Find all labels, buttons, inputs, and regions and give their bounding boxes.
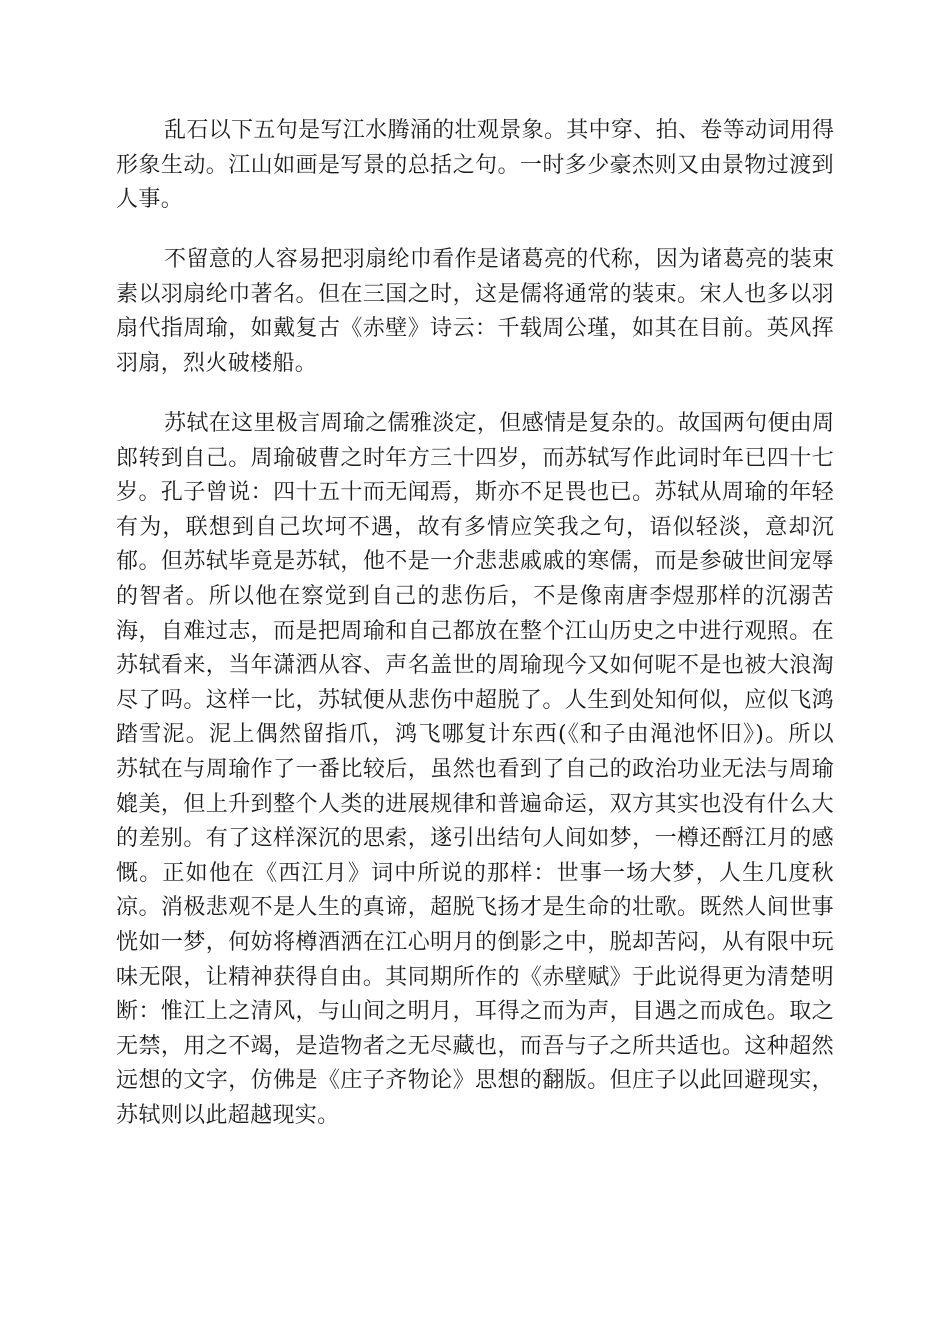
paragraph-line: 的智者。所以他在察觉到自己的悲伤后，不是像南唐李煜那样的沉溺苦 [116,583,834,609]
paragraph-line: 苏轼在这里极言周瑜之儒雅淡定，但感情是复杂的。故国两句便由周 [164,411,835,436]
paragraph-line: 扇代指周瑜，如戴复古《赤壁》诗云：千载周公瑾，如其在目前。英风挥 [116,316,834,341]
paragraph-line: 素以羽扇纶巾著名。但在三国之时，这是儒将通常的装束。宋人也多以羽 [116,281,834,307]
paragraph-line: 恍如一梦，何妨将樽酒洒在江心明月的倒影之中，脱却苦闷，从有限中玩 [116,929,834,955]
paragraph-line: 断：惟江上之清风，与山间之明月，耳得之而为声，目遇之而成色。取之 [116,999,834,1025]
paragraph-line: 尽了吗。这样一比，苏轼便从悲伤中超脱了。人生到处知何似，应似飞鸿 [116,687,834,713]
paragraph-line: 远想的文字，仿佛是《庄子齐物论》思想的翻版。但庄子以此回避现实， [116,1068,834,1094]
paragraph-line: 羽扇，烈火破楼船。 [116,350,318,376]
paragraph-line: 凉。消极悲观不是人生的真谛，超脱飞扬才是生命的壮歌。既然人间世事 [116,895,834,921]
paragraph-line: 味无限，让精神获得自由。其同期所作的《赤壁赋》于此说得更为清楚明 [116,964,834,990]
paragraph-line: 郁。但苏轼毕竟是苏轼，他不是一介悲悲戚戚的寒儒，而是参破世间宠辱 [116,549,834,575]
paragraph-line: 海，自难过志，而是把周瑜和自己都放在整个江山历史之中进行观照。在 [116,618,834,644]
paragraph-line: 无禁，用之不竭，是造物者之无尽藏也，而吾与子之所共适也。这种超然 [116,1033,834,1059]
paragraph-line: 人事。 [116,187,184,212]
paragraph-line: 不留意的人容易把羽扇纶巾看作是诸葛亮的代称，因为诸葛亮的装束 [164,247,835,272]
paragraph-line: 媲美，但上升到整个人类的进展规律和普遍命运，双方其实也没有什么大 [116,791,834,817]
paragraph-line: 形象生动。江山如画是写景的总括之句。一时多少豪杰则又由景物过渡到 [116,152,834,178]
paragraph-3 [116,407,834,1133]
paragraph-line: 乱石以下五句是写江水腾涌的壮观景象。其中穿、拍、卷等动词用得 [164,118,835,143]
paragraph-line: 郎转到自己。周瑜破曹之时年方三十四岁，而苏轼写作此词时年已四十七 [116,445,834,471]
paragraph-line: 苏轼在与周瑜作了一番比较后，虽然也看到了自己的政治功业无法与周瑜 [116,756,834,782]
paragraph-line: 有为，联想到自己坎坷不遇，故有多情应笑我之句，语似轻淡，意却沉 [116,514,834,540]
paragraph-1 [116,114,834,218]
paragraph-line: 踏雪泥。泥上偶然留指爪，鸿飞哪复计东西(《和子由渑池怀旧》)。所以 [116,722,834,748]
paragraph-2 [116,243,834,381]
paragraph-line: 苏轼则以此超越现实。 [116,1102,340,1128]
paragraph-line: 岁。孔子曾说：四十五十而无闻焉，斯亦不足畏也已。苏轼从周瑜的年轻 [116,480,834,506]
paragraph-line: 慨。正如他在《西江月》词中所说的那样：世事一场大梦，人生几度秋 [116,860,834,886]
paragraph-line: 苏轼看来，当年潇洒从容、声名盖世的周瑜现今又如何呢不是也被大浪淘 [116,653,834,679]
paragraph-line: 的差别。有了这样深沉的思索，遂引出结句人间如梦，一樽还酹江月的感 [116,826,834,852]
